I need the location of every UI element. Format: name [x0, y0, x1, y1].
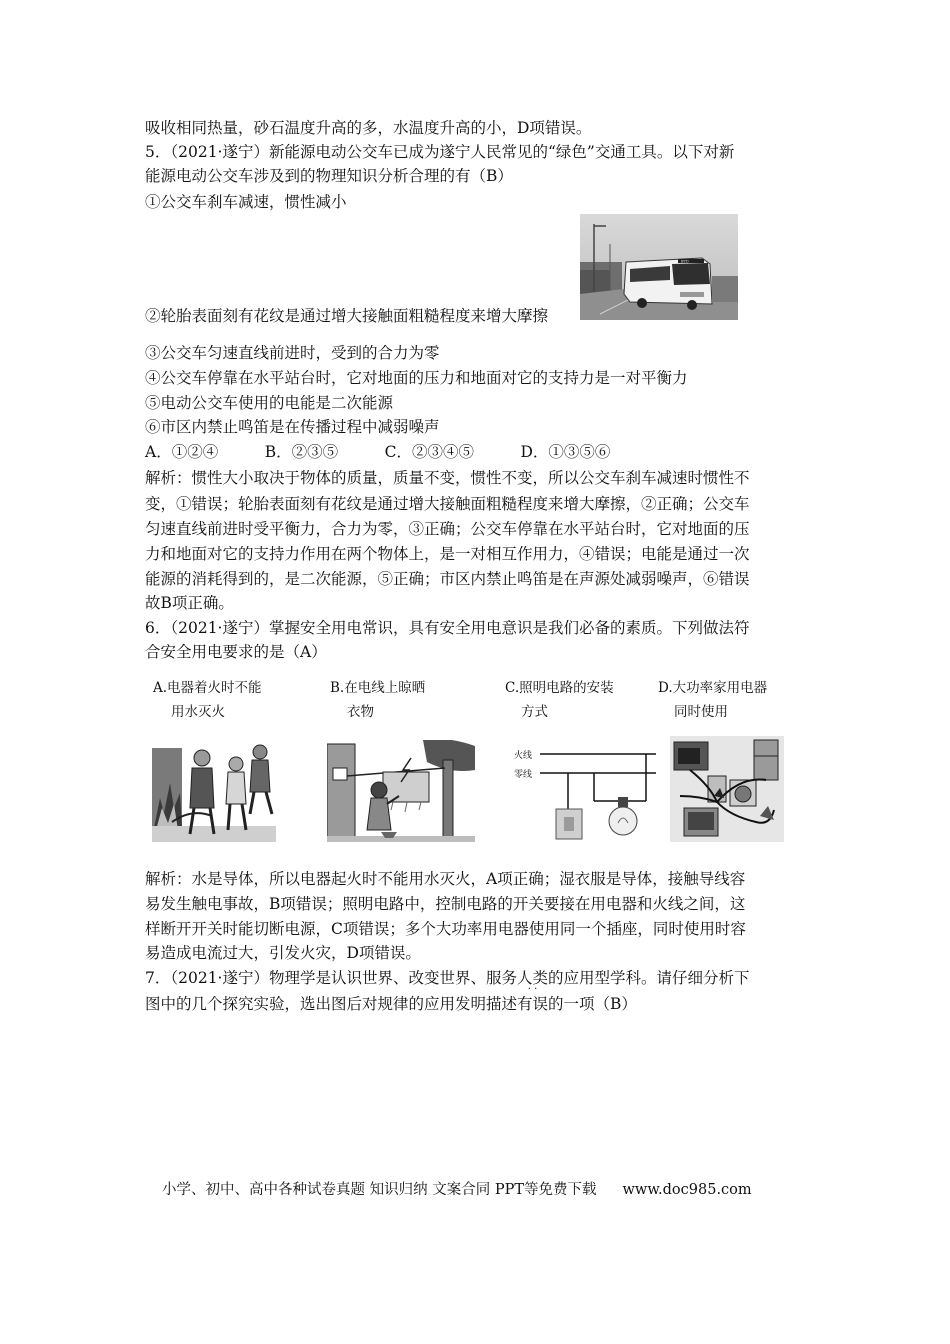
statement-5: ⑤电动公交车使用的电能是二次能源	[145, 394, 394, 412]
question-5-stem: 能源电动公交车涉及到的物理知识分析合理的有（B）	[145, 167, 513, 185]
question-7-text: 的一项（B）	[548, 995, 637, 1013]
analysis-6: 解析：水是导体，所以电器起火时不能用水灭火，A项正确；湿衣服是导体，接触导线容	[145, 870, 746, 888]
statement-4: ④公交车停靠在水平站台时，它对地面的压力和地面对它的支持力是一对平衡力	[145, 369, 688, 387]
emphasized-text	[517, 984, 549, 1013]
question-7-stem: 7．（2021·遂宁）物理学是认识世界、改变世界、服务人类的应用型学科。请仔细分析下	[145, 969, 750, 987]
figure-b-label: B.在电线上晾晒	[330, 680, 426, 696]
figure-b-label: 衣物	[347, 704, 374, 720]
analysis-5: 力和地面对它的支持力作用在两个物体上，是一对相互作用力，④错误；电能是通过一次	[145, 545, 750, 563]
analysis-6: 易造成电流过大，引发火灾，D项错误。	[145, 944, 421, 962]
analysis-5: 故B项正确。	[145, 594, 234, 612]
emphasis-dots: · ·	[527, 984, 538, 995]
footer-text: 小学、初中、高中各种试卷真题 知识归纳 文案合同 PPT等免费下载	[162, 1182, 597, 1198]
figure-b-clothes-line-illustration	[327, 740, 475, 842]
figure-d-appliances-illustration	[670, 736, 784, 842]
statement-2: ②轮胎表面刻有花纹是通过增大接触面粗糙程度来增大摩擦	[145, 307, 549, 325]
bus-photo	[580, 214, 738, 320]
footer-url[interactable]: www.doc985.com	[622, 1182, 752, 1198]
question-6-stem: 6．（2021·遂宁）掌握安全用电常识，具有安全用电意识是我们必备的素质。下列做法符	[145, 619, 750, 637]
figure-d-label: 同时使用	[674, 704, 728, 720]
question-7-stem	[145, 984, 637, 1016]
analysis-5: 变，①错误；轮胎表面刻有花纹是通过增大接触面粗糙程度来增大摩擦，②正确；公交车	[145, 495, 750, 513]
analysis-6: 样断开开关时能切断电源，C项错误；多个大功率用电器使用同一个插座，同时使用时容	[145, 920, 746, 938]
figure-c-label: 方式	[521, 704, 548, 720]
statement-1: ①公交车刹车减速，惯性减小	[145, 193, 347, 211]
question-5-stem: 5．（2021·遂宁）新能源电动公交车已成为遂宁人民常见的“绿色”交通工具。以下对新	[145, 143, 735, 161]
neutral-wire-label: 零线	[514, 770, 533, 780]
analysis-6: 易发生触电事故，B项错误；照明电路中，控制电路的开关要接在用电器和火线之间，这	[145, 895, 746, 913]
bus-sign-text: BYD	[681, 259, 689, 264]
figure-c-label: C.照明电路的安装	[505, 680, 614, 696]
emphasis-word: 有误	[517, 995, 549, 1013]
figure-d-label: D.大功率家用电器	[658, 680, 768, 696]
text-line: 吸收相同热量，砂石温度升高的多，水温度升高的小，D项错误。	[145, 119, 592, 137]
page-footer	[162, 1178, 752, 1202]
analysis-5: 解析：惯性大小取决于物体的质量，质量不变，惯性不变，所以公交车刹车减速时惯性不	[145, 469, 750, 487]
figure-a-fire-illustration	[152, 738, 276, 842]
figure-c-circuit-diagram	[510, 743, 658, 843]
analysis-5: 能源的消耗得到的，是二次能源，⑤正确；市区内禁止鸣笛是在声源处减弱噪声，⑥错误	[145, 570, 750, 588]
figure-a-label: 用水灭火	[171, 704, 225, 720]
question-6-stem: 合安全用电要求的是（A）	[145, 643, 327, 661]
figure-a-label: A.电器着火时不能	[153, 680, 262, 696]
live-wire-label: 火线	[514, 751, 533, 761]
question-7-text: 图中的几个探究实验，选出图后对规律的应用发明描述	[145, 995, 518, 1013]
statement-3: ③公交车匀速直线前进时，受到的合力为零	[145, 344, 440, 362]
analysis-5: 匀速直线前进时受平衡力，合力为零，③正确；公交车停靠在水平站台时，它对地面的压	[145, 520, 750, 538]
question-5-options: A．①②④ B．②③⑤ C．②③④⑤ D．①③⑤⑥	[145, 443, 611, 461]
statement-6: ⑥市区内禁止鸣笛是在传播过程中减弱噪声	[145, 418, 440, 436]
